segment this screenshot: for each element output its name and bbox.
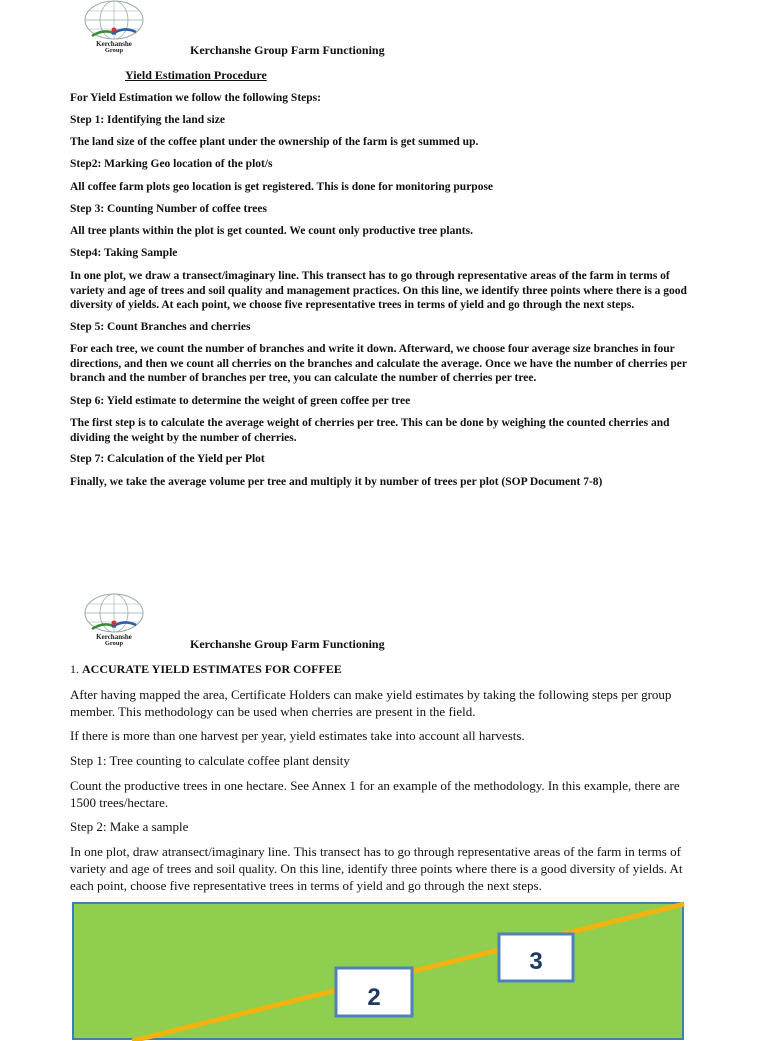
step-2-body: All coffee farm plots geo location is get registered. This is done for monitoring purpose (70, 181, 494, 193)
kerchanshe-logo (82, 593, 146, 649)
point-3-marker (499, 934, 573, 981)
kerchanshe-logo (82, 0, 146, 56)
paragraph-1: After having mapped the area, Certificate Holders can make yield estimates by taking the following steps per group member. This methodology can be used when cherries are present in the field. (70, 687, 672, 719)
header-title: Kerchanshe Group Farm Functioning (190, 637, 385, 651)
transect-diagram (72, 901, 686, 1041)
svg-text:Group: Group (104, 640, 124, 647)
header-title: Kerchanshe Group Farm Functioning (190, 43, 385, 57)
svg-text:Kerchanshe: Kerchanshe (96, 633, 132, 641)
svg-text:Group: Group (104, 47, 124, 54)
point-2-marker (336, 968, 412, 1016)
step-6-title: Step 6: Yield estimate to determine the weight of green coffee per tree (70, 395, 411, 407)
step-1-title: Step 1: Identifying the land size (70, 114, 225, 126)
paragraph-4: Count the productive trees in one hectare. See Annex 1 for an example of the methodology. In this example, there are 1500 trees/hectare. (70, 778, 680, 810)
step-5-title: Step 5: Count Branches and cherries (70, 321, 251, 333)
step-4-title: Step4: Taking Sample (70, 247, 178, 259)
point-3-label: 3 (529, 948, 543, 975)
intro-text: For Yield Estimation we follow the following Steps: (70, 92, 321, 104)
section-number: 1. (70, 662, 79, 676)
procedure-subtitle: Yield Estimation Procedure (125, 68, 267, 82)
step-3-body: All tree plants within the plot is get counted. We count only productive tree plants. (70, 225, 473, 237)
svg-text:Kerchanshe: Kerchanshe (96, 40, 132, 48)
step-2-title: Step2: Marking Geo location of the plot/s (70, 158, 273, 170)
step-6-body: The first step is to calculate the average weight of cherries per tree. This can be done by weighing the counted cherries and dividing the weight by the number of cherries. (70, 417, 670, 444)
point-2-label: 2 (367, 984, 381, 1011)
step-5-body: For each tree, we count the number of branches and write it down. Afterward, we choose four average size branches in four directions, and then we count all cherries on the branches and calculate the average. Once we have the number of cherries per branch and the number of branches per tree, you can calculate the number of cherries per tree. (70, 343, 687, 384)
step-3-title: Step 3: Counting Number of coffee trees (70, 203, 267, 215)
section-title: ACCURATE YIELD ESTIMATES FOR COFFEE (82, 662, 342, 676)
section-heading (70, 662, 700, 677)
step-1-body: The land size of the coffee plant under the ownership of the farm is get summed up. (70, 136, 479, 148)
step-4-body: In one plot, we draw a transect/imaginary line. This transect has to go through representative areas of the farm in terms of variety and age of trees and soil quality and management practices. On this line, we identify three points where there is a good diversity of yields. At each point, we choose five representative trees in terms of yield and go through the next steps. (70, 270, 687, 311)
paragraph-5: Step 2: Make a sample (70, 819, 189, 834)
step-7-body: Finally, we take the average volume per tree and multiply it by number of trees per plot (SOP Document 7-8) (70, 476, 603, 488)
step-7-title: Step 7: Calculation of the Yield per Plot (70, 453, 265, 465)
paragraph-2: If there is more than one harvest per year, yield estimates take into account all harvests. (70, 728, 525, 743)
paragraph-3: Step 1: Tree counting to calculate coffee plant density (70, 753, 350, 768)
paragraph-6: In one plot, draw atransect/imaginary line. This transect has to go through representative areas of the farm in terms of variety and age of trees and soil quality. On this line, identify three points where there is a good diversity of yields. At each point, choose five representative trees in terms of yield and go through the next steps. (70, 844, 683, 893)
